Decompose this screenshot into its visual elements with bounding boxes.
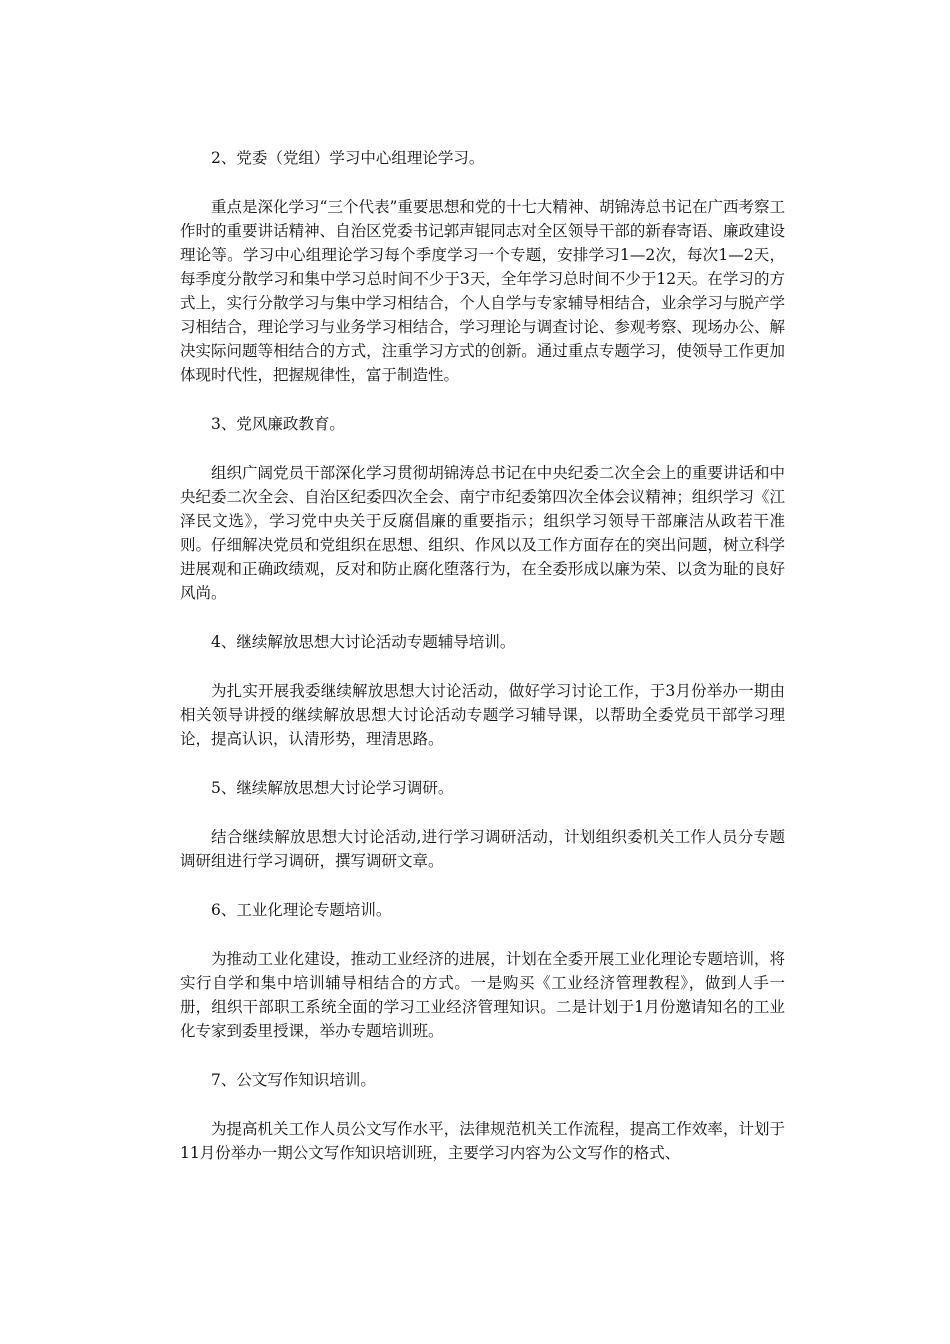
section-paragraph: 为推动工业化建设，推动工业经济的进展，计划在全委开展工业化理论专题培训，将实行自学和集中培训辅导相结合的方式。一是购买《工业经济管理教程》，做到人手一册，组织干部职工系统全面的学习工业经济管理知识。二是计划于1月份邀请知名的工业化专家到委里授课，举办专题培训班。	[180, 950, 785, 1040]
section-paragraph: 组织广阔党员干部深化学习贯彻胡锦涛总书记在中央纪委二次全会上的重要讲话和中央纪委二次全会、自治区纪委四次全会、南宁市纪委第四次全体会议精神；组织学习《江泽民文选》，学习党中央关于反腐倡廉的重要指示；组织学习领导干部廉洁从政若干准则。仔细解决党员和党组织在思想、组织、作风以及工作方面存在的突出问题，树立科学进展观和正确政绩观，反对和防止腐化堕落行为，在全委形成以廉为荣、以贪为耻的良好风尚。	[180, 464, 785, 602]
section-heading: 6、工业化理论专题培训。	[211, 901, 392, 919]
section-heading: 2、党委（党组）学习中心组理论学习。	[211, 149, 485, 167]
section-paragraph: 重点是深化学习“三个代表”重要思想和党的十七大精神、胡锦涛总书记在广西考察工作时的重要讲话精神、自治区党委书记郭声锟同志对全区领导干部的新春寄语、廉政建设理论等。学习中心组理论学习每个季度学习一个专题，安排学习1—2次，每次1—2天，每季度分散学习和集中学习总时间不少于3天，全年学习总时间不少于12天。在学习的方式上，实行分散学习与集中学习相结合，个人自学与专家辅导相结合，业余学习与脱产学习相结合，理论学习与业务学习相结合，学习理论与调查讨论、参观考察、现场办公、解决实际问题等相结合的方式，注重学习方式的创新。通过重点专题学习，使领导工作更加体现时代性，把握规律性，富于制造性。	[180, 198, 785, 384]
section-paragraph: 为提高机关工作人员公文写作水平，法律规范机关工作流程，提高工作效率，计划于11月份举办一期公文写作知识培训班，主要学习内容为公文写作的格式、	[180, 1120, 785, 1162]
section-heading: 7、公文写作知识培训。	[211, 1071, 376, 1089]
section-paragraph: 结合继续解放思想大讨论活动,进行学习调研活动，计划组织委机关工作人员分专题调研组进行学习调研，撰写调研文章。	[180, 828, 785, 870]
document-body	[180, 146, 785, 1165]
section-heading: 5、继续解放思想大讨论学习调研。	[211, 779, 454, 797]
section-heading: 4、继续解放思想大讨论活动专题辅导培训。	[211, 633, 516, 651]
section-heading: 3、党风廉政教育。	[211, 415, 345, 433]
section-paragraph: 为扎实开展我委继续解放思想大讨论活动，做好学习讨论工作，于3月份举办一期由相关领导讲授的继续解放思想大讨论活动专题学习辅导课，以帮助全委党员干部学习理论，提高认识，认清形势，理清思路。	[180, 682, 785, 748]
